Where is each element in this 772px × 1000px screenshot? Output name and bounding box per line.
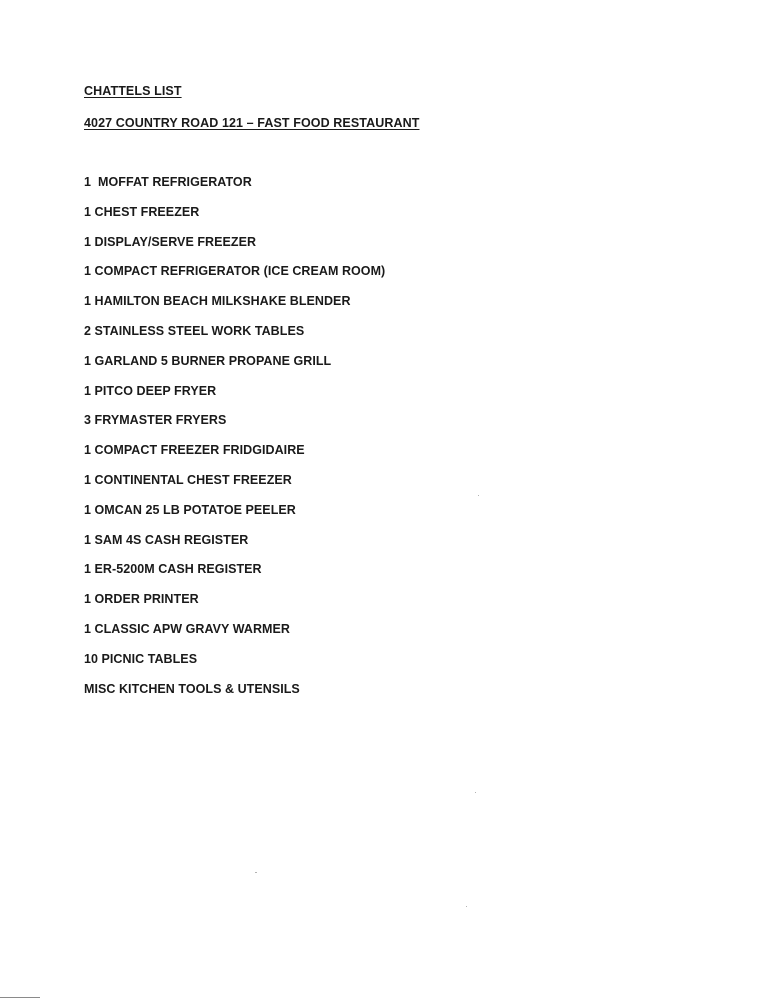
scan-speck (466, 906, 467, 907)
list-item: 1 COMPACT FREEZER FRIDGIDAIRE (84, 443, 305, 458)
list-item: 3 FRYMASTER FRYERS (84, 413, 227, 428)
list-item: MISC KITCHEN TOOLS & UTENSILS (84, 681, 300, 696)
list-item: 1 GARLAND 5 BURNER PROPANE GRILL (84, 353, 332, 368)
document-title: CHATTELS LIST (84, 84, 182, 98)
scan-edge-mark (0, 997, 40, 998)
list-item: 10 PICNIC TABLES (84, 651, 198, 666)
scan-speck (475, 792, 476, 793)
list-item: 1 SAM 4S CASH REGISTER (84, 532, 249, 547)
list-item: 1 CHEST FREEZER (84, 204, 200, 219)
list-item: 1 MOFFAT REFRIGERATOR (84, 175, 252, 189)
list-item: 1 DISPLAY/SERVE FREEZER (84, 234, 257, 249)
list-item: 1 ER-5200M CASH REGISTER (84, 562, 262, 577)
list-item: 1 OMCAN 25 LB POTATOE PEELER (84, 502, 296, 517)
property-address-heading: 4027 COUNTRY ROAD 121 – FAST FOOD RESTAURANT (84, 116, 420, 130)
list-item: 1 COMPACT REFRIGERATOR (ICE CREAM ROOM) (84, 264, 386, 279)
list-item: 1 PITCO DEEP FRYER (84, 383, 217, 398)
list-item: 1 CLASSIC APW GRAVY WARMER (84, 621, 290, 636)
list-item: 2 STAINLESS STEEL WORK TABLES (84, 323, 305, 338)
list-item: 1 ORDER PRINTER (84, 592, 199, 607)
scan-speck (255, 872, 257, 873)
scan-speck (478, 495, 479, 496)
chattels-list (84, 174, 385, 710)
list-item: 1 CONTINENTAL CHEST FREEZER (84, 472, 292, 487)
list-item: 1 HAMILTON BEACH MILKSHAKE BLENDER (84, 294, 351, 309)
